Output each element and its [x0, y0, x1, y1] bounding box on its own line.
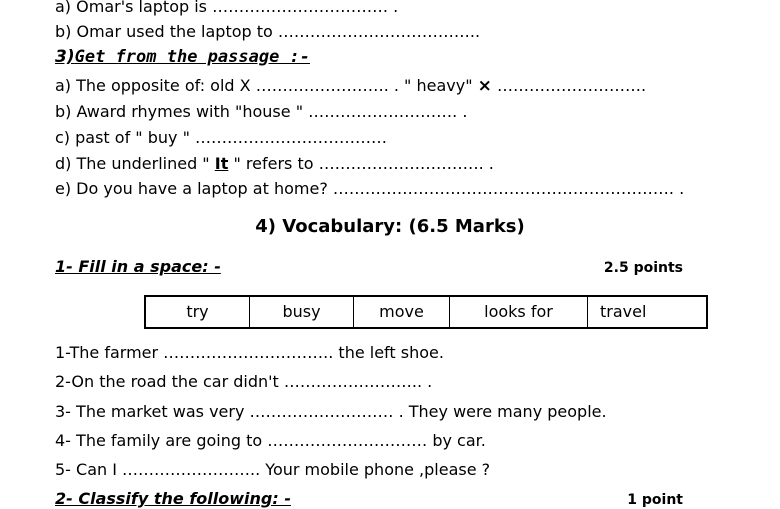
passage-heading: [55, 47, 310, 67]
fill-item-3: 3- The market was very ……………………… . They were many people.: [55, 402, 607, 421]
classify-points: 1 point: [627, 492, 683, 508]
passage-question-a: [55, 76, 646, 96]
fill-item-5: 5- Can I …………………….. Your mobile phone ,please ?: [55, 460, 491, 479]
fill-in-points: 2.5 points: [603, 260, 683, 276]
word-bank-item: move: [354, 297, 450, 327]
question-b-laptop-use: b) Omar used the laptop to ………………………………..: [55, 22, 481, 41]
opposite-old-label: a) The opposite of: old: [55, 76, 240, 95]
fill-item-2: 2-On the road the car didn't …………………….. .: [55, 372, 433, 391]
word-bank-item: travel: [600, 302, 647, 321]
passage-heading-text: Get from the passage :-: [74, 47, 311, 67]
word-bank: [144, 295, 708, 329]
underlined-word: It: [214, 154, 229, 173]
passage-question-c: c) past of " buy " ………………………………: [55, 128, 388, 147]
word-bank-item: try: [146, 297, 250, 327]
fill-item-1: 1-The farmer ………………………….. the left shoe.: [55, 343, 444, 362]
question-a-laptop: a) Omar's laptop is …………………………… .: [55, 0, 399, 16]
fill-item-4: 4- The family are going to ………………………… by car.: [55, 431, 486, 450]
passage-heading-number: 3): [55, 47, 75, 67]
word-bank-item: busy: [250, 297, 354, 327]
passage-question-e: e) Do you have a laptop at home? ………………………………………………………. .: [55, 179, 685, 198]
passage-question-d: [55, 154, 494, 174]
cross-mark: X: [239, 76, 251, 95]
opposite-heavy-label: ……………………. . " heavy": [250, 76, 478, 95]
underlined-label: d) The underlined ": [55, 154, 215, 173]
fill-in-heading: 1- Fill in a space: -: [55, 257, 221, 276]
classify-heading: 2- Classify the following: -: [55, 489, 291, 508]
vocabulary-title: 4) Vocabulary: (6.5 Marks): [255, 216, 525, 237]
refers-to-blank: " refers to …………………………. .: [228, 154, 494, 173]
word-bank-item: looks for: [450, 297, 588, 327]
cross-mark: ×: [477, 76, 492, 96]
passage-question-b: b) Award rhymes with "house " ………………………. .: [55, 102, 468, 121]
answer-blank: ……………………….: [491, 76, 647, 95]
